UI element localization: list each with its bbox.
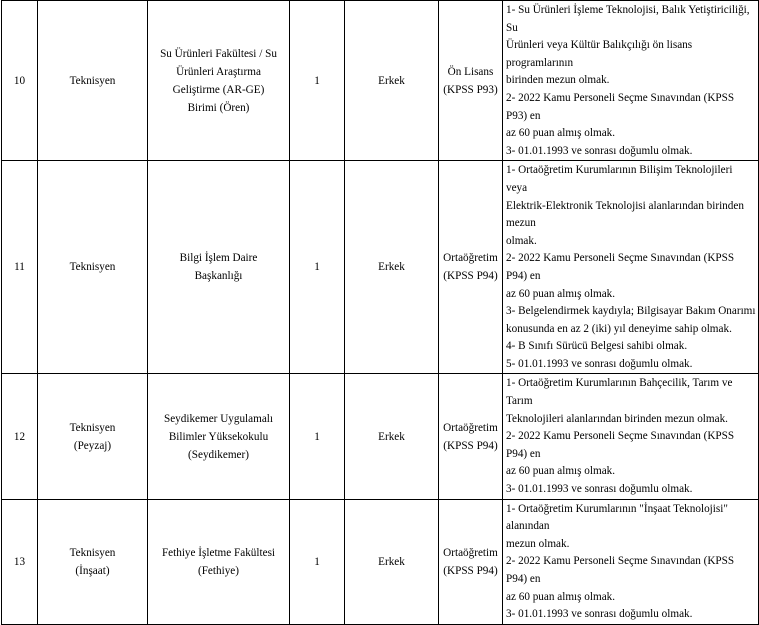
- text-line: Ürünleri veya Kültür Balıkçılığı ön lisans programlarının: [506, 39, 693, 69]
- unit-name: [148, 161, 290, 374]
- text-line: Ürünleri Araştırma: [176, 65, 261, 78]
- text-line: Teknisyen: [69, 74, 116, 87]
- text-line: Fethiye İşletme Fakültesi: [161, 546, 276, 559]
- text-line: 1- Su Ürünleri İşleme Teknolojisi, Balık Yetiştiriciliği, Su: [506, 4, 750, 34]
- requirements: [503, 374, 759, 499]
- text-line: mezun olmak.: [506, 537, 570, 550]
- text-line: Elektrik-Elektronik Teknolojisi alanlarından birinden mezun: [506, 199, 744, 230]
- text-line: 2- 2022 Kamu Personeli Seçme Sınavından (KPSS P94) en: [506, 430, 735, 460]
- requirements: [503, 499, 759, 624]
- gender: Erkek: [345, 161, 439, 374]
- text-line: 3- 01.01.1993 ve sonrası doğumlu olmak.: [506, 608, 693, 621]
- position-count: 1: [290, 499, 345, 624]
- table-row: [2, 1, 759, 161]
- text-line: 2- 2022 Kamu Personeli Seçme Sınavından (KPSS P94) en: [506, 252, 735, 282]
- text-line: Ön Lisans: [447, 65, 494, 78]
- text-line: 2- 2022 Kamu Personeli Seçme Sınavından (KPSS P94) en: [506, 555, 735, 585]
- text-line: 1- Ortaöğretim Kurumlarının Bahçecilik, Tarım ve Tarım: [506, 377, 733, 408]
- education-level: [439, 499, 503, 624]
- text-line: Başkanlığı: [194, 270, 243, 283]
- text-line: 3- 01.01.1993 ve sonrası doğumlu olmak.: [506, 144, 693, 157]
- table-row: [2, 499, 759, 624]
- text-line: Geliştirme (AR-GE): [172, 83, 265, 96]
- gender: Erkek: [345, 374, 439, 499]
- position-count: 1: [290, 1, 345, 161]
- text-line: (İnşaat): [75, 564, 110, 577]
- text-line: birinden mezun olmak.: [506, 74, 610, 87]
- text-line: Teknolojileri alanlarından birinden mezun olmak.: [506, 412, 728, 425]
- text-line: az 60 puan almış olmak.: [506, 127, 616, 140]
- position-title: [38, 161, 148, 374]
- education-level: [439, 1, 503, 161]
- text-line: Birimi (Ören): [187, 101, 250, 114]
- education-level: [439, 161, 503, 374]
- text-line: Su Ürünleri Fakültesi / Su: [160, 47, 277, 60]
- text-line: (KPSS P94): [443, 564, 498, 577]
- text-line: Bilimler Yüksekokulu: [168, 430, 269, 443]
- text-line: Bilgi İşlem Daire: [179, 252, 258, 265]
- unit-name: [148, 1, 290, 161]
- text-line: 5- 01.01.1993 ve sonrası doğumlu olmak.: [506, 357, 693, 370]
- position-count: 1: [290, 161, 345, 374]
- gender: Erkek: [345, 1, 439, 161]
- text-line: 3- 01.01.1993 ve sonrası doğumlu olmak.: [506, 483, 693, 496]
- text-line: (KPSS P94): [443, 439, 498, 452]
- text-line: 1- Ortaöğretim Kurumlarının "İnşaat Teknolojisi" alanından: [506, 502, 728, 533]
- text-line: (KPSS P93): [443, 83, 498, 96]
- table-row: [2, 161, 759, 374]
- text-line: (Seydikemer): [188, 448, 249, 461]
- position-count: 1: [290, 374, 345, 499]
- text-line: Teknisyen: [69, 546, 116, 559]
- position-title: [38, 374, 148, 499]
- text-line: Ortaöğretim: [443, 421, 498, 434]
- text-line: (KPSS P94): [443, 270, 498, 283]
- row-number: 13: [2, 499, 38, 624]
- table-body: [2, 1, 759, 625]
- text-line: Teknisyen: [69, 421, 116, 434]
- position-title: [38, 1, 148, 161]
- text-line: (Fethiye): [197, 564, 239, 577]
- row-number: 11: [2, 161, 38, 374]
- text-line: 1- Ortaöğretim Kurumlarının Bilişim Teknolojileri veya: [506, 164, 733, 194]
- text-line: olmak.: [506, 234, 537, 247]
- requirements: [503, 1, 759, 161]
- education-level: [439, 374, 503, 499]
- text-line: 3- Belgelendirmek kaydıyla; Bilgisayar Bakım Onarımı: [506, 305, 756, 318]
- text-line: Seydikemer Uygulamalı: [163, 412, 274, 425]
- unit-name: [148, 499, 290, 624]
- text-line: konusunda en az 2 (iki) yıl deneyime sahip olmak.: [506, 322, 732, 335]
- text-line: az 60 puan almış olmak.: [506, 465, 616, 478]
- row-number: 12: [2, 374, 38, 499]
- text-line: (Peyzaj): [73, 439, 112, 452]
- text-line: Teknisyen: [69, 261, 116, 274]
- unit-name: [148, 374, 290, 499]
- text-line: az 60 puan almış olmak.: [506, 287, 616, 300]
- table-row: [2, 374, 759, 499]
- position-title: [38, 499, 148, 624]
- requirements: [503, 161, 759, 374]
- positions-table: [1, 0, 759, 625]
- text-line: Ortaöğretim: [443, 252, 498, 265]
- text-line: 4- B Sınıfı Sürücü Belgesi sahibi olmak.: [506, 340, 688, 353]
- text-line: 2- 2022 Kamu Personeli Seçme Sınavından (KPSS P93) en: [506, 91, 735, 122]
- row-number: 10: [2, 1, 38, 161]
- text-line: Ortaöğretim: [443, 546, 498, 559]
- text-line: az 60 puan almış olmak.: [506, 590, 616, 603]
- gender: Erkek: [345, 499, 439, 624]
